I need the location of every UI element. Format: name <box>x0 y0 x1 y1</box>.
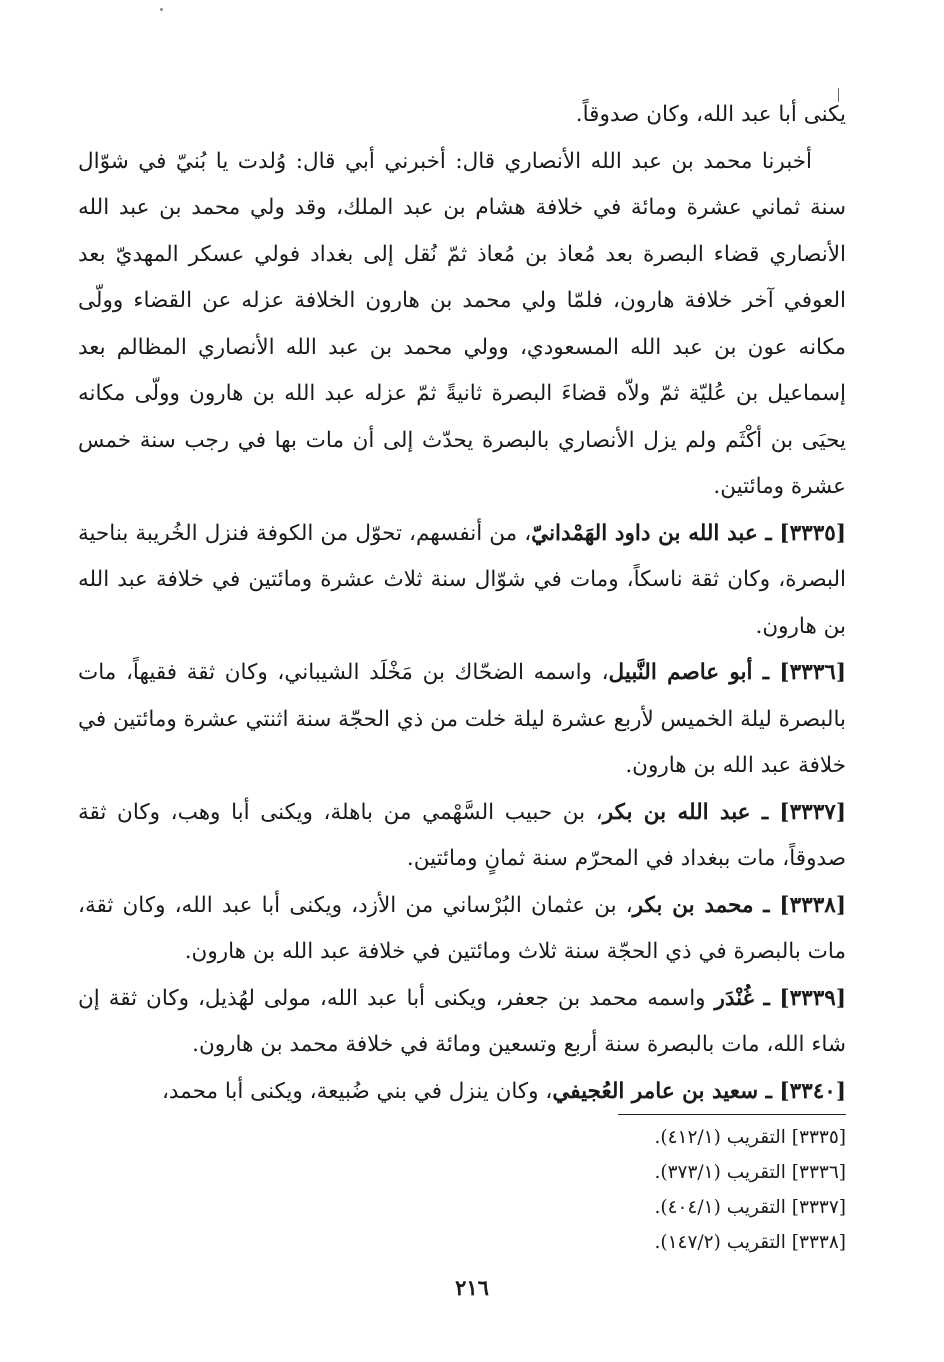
entry-3338 <box>78 883 846 976</box>
footnote-3337: [٣٣٣٧] التقريب (٤٠٤/١). <box>654 1197 846 1218</box>
entry-3340 <box>78 1069 846 1116</box>
footnotes <box>655 1120 847 1260</box>
entry-number: [٣٣٣٧] <box>779 799 846 825</box>
entry-3337 <box>78 790 846 883</box>
entry-dash: ـ <box>758 1078 780 1104</box>
entry-name: سعيد بن عامر العُجيفي <box>552 1078 759 1104</box>
opening-line: يكنى أبا عبد الله، وكان صدوقاً. <box>575 102 846 127</box>
entry-text: ، بن حبيب السَّهْمي من باهلة، ويكنى أبا وهب، وكان ثقة صدوقاً، مات ببغداد في المحرّم سنة ثمانٍ ومائتين. <box>78 799 846 871</box>
entry-name: عبد الله بن داود الهَمْدانيّ <box>531 520 758 546</box>
entry-3336 <box>78 650 846 790</box>
entry-dash: ـ <box>757 520 780 546</box>
page-number: ٢١٦ <box>455 1275 489 1300</box>
entry-text: ، وكان ينزل في بني ضُبيعة، ويكنى أبا محمد، <box>161 1078 553 1104</box>
entry-number: [٣٣٣٦] <box>779 660 846 685</box>
entry-dash: ـ <box>753 892 780 918</box>
entry-number: [٣٣٤٠] <box>779 1078 846 1104</box>
entry-name: محمد بن بكر <box>632 892 754 918</box>
paragraph-ansari: أخبرنا محمد بن عبد الله الأنصاري قال: أخبرني أبي قال: وُلدت يا بُنيّ في شوّال سنة ثماني عشرة ومائة في خلافة هشام بن عبد الملك، وقد ولي محمد بن عبد الله الأنصاري قضاء البصرة بعد مُعاذ بن مُعاذ ثمّ نُقل إلى بغداد فولي عسكر المهديّ بعد العوفي آخر خلافة هارون، فلمّا ولي محمد بن هارون الخلافة عزله عن القضاء وولّى مكانه عون بن عبد الله المسعودي، وولي محمد بن عبد الله الأنصاري المظالم بعد إسماعيل بن عُليّة ثمّ ولاّه قضاءَ البصرة ثانيةً ثمّ عزله عبد الله بن هارون وولّى مكانه يحيَى بن أكْثَم ولم يزل الأنصاري بالبصرة يحدّث إلى أن مات بها في رجب سنة خمس عشرة ومائتين. <box>78 148 846 499</box>
entry-name: عبد الله بن بكر <box>602 799 751 825</box>
entry-text: ، واسمه الضحّاك بن مَخْلَد الشيباني، وكان ثقة فقيهاً، مات بالبصرة ليلة الخميس لأربع عشرة ليلة خلت من ذي الحجّة سنة اثنتي عشرة ومائتين في خلافة عبد الله بن هارون. <box>78 660 846 778</box>
footnote-3336: [٣٣٣٦] التقريب (٣٧٣/١). <box>654 1162 846 1183</box>
entry-3335 <box>78 511 846 651</box>
scan-speck <box>160 8 163 11</box>
entry-number: [٣٣٣٨] <box>779 892 846 918</box>
entry-text: ، بن عثمان البُرْساني من الأزد، ويكنى أبا عبد الله، وكان ثقة، مات بالبصرة في ذي الحجّة سنة ثلاث ومائتين في خلافة عبد الله بن هارون. <box>78 892 846 964</box>
entry-3339 <box>78 976 846 1069</box>
entry-name: غُنْدَر <box>714 985 754 1011</box>
entry-text: واسمه محمد بن جعفر، ويكنى أبا عبد الله، مولى لهُذيل، وكان ثقة إن شاء الله، مات بالبصرة سنة أربع وتسعين ومائة في خلافة محمد بن هارون. <box>78 985 846 1057</box>
footnote-divider <box>618 1114 846 1115</box>
entry-name: أبو عاصم النَّبيل <box>608 660 753 685</box>
entry-dash: ـ <box>752 660 780 685</box>
footnote-3335: [٣٣٣٥] التقريب (٤١٢/١). <box>654 1127 846 1148</box>
entry-text: ، من أنفسهم، تحوّل من الكوفة فنزل الخُريبة بناحية البصرة، وكان ثقة ناسكاً، ومات في شوّال سنة ثلاث عشرة ومائتين في خلافة عبد الله بن هارون. <box>78 520 846 639</box>
entry-dash: ـ <box>750 799 780 825</box>
entry-number: [٣٣٣٩] <box>779 985 846 1011</box>
footnote-3338: [٣٣٣٨] التقريب (١٤٧/٢). <box>654 1232 846 1253</box>
entry-number: [٣٣٣٥] <box>779 520 846 546</box>
entry-dash: ـ <box>753 985 780 1011</box>
